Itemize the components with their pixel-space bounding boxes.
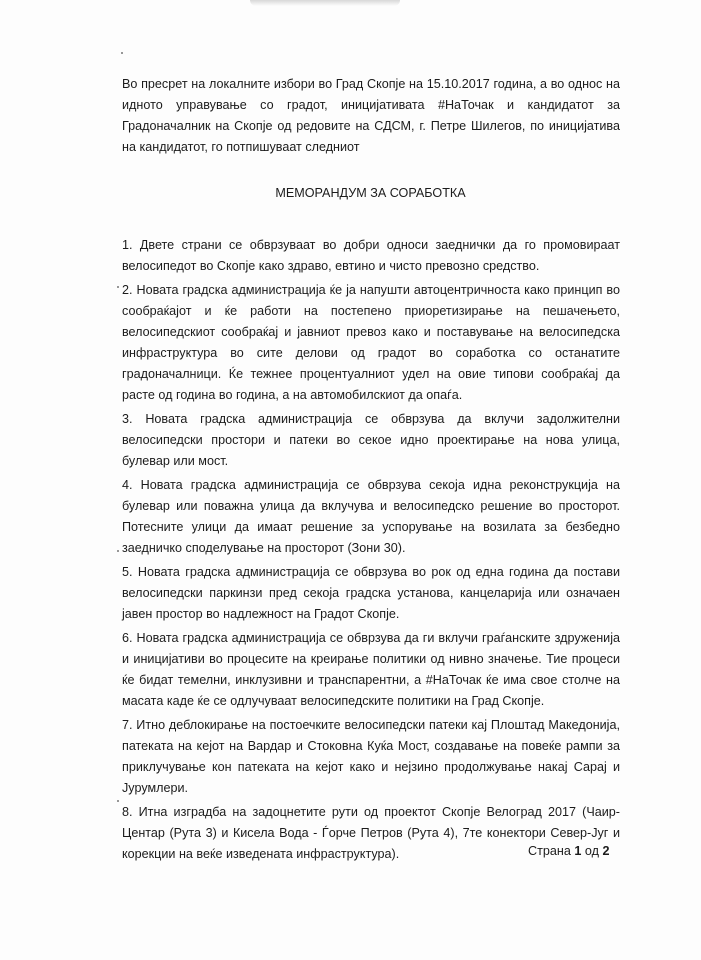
memorandum-item-1: 1. Двете страни се обврзуваат во добри односи заеднички да го промовираат велосипедот во Скопје како здраво, евтино и чисто превозно средство.	[122, 238, 620, 273]
page-label: Страна	[528, 844, 571, 858]
memorandum-item-2: 2. Новата градска администрација ќе ја напушти автоцентричноста како принцип во сообраќајот и ќе работи на постепено приоретизирање на пешачењето, велосипедскиот сообраќај и јавниот превоз како и поставување на велосипедска инфраструктура во сите делови од градот во соработка со останатите градоначалници. Ќе тежнее процентуалниот удел на овие типови сообраќај да расте од година во година, а на автомобилскиот да опаѓа.	[122, 283, 620, 402]
memorandum-item-8: 8. Итна изградба на задоцнетите рути од проектот Скопје Велоград 2017 (Чаир-Центар (Рута 3) и Кисела Вода - Ѓорче Петров (Рута 4), 7те конектори Север-Југ и корекции на веќе изведената инфраструктура).	[122, 805, 620, 861]
scan-shadow	[250, 0, 400, 6]
memorandum-item-5: 5. Новата градска администрација се обврзува во рок од една година да постави велосипедски паркинзи пред секоја градска установа, канцеларија или означаен јавен простор во надлежност на Градот Скопје.	[122, 565, 620, 621]
memorandum-items	[122, 235, 620, 868]
scan-speck	[117, 286, 119, 288]
memorandum-item-7: 7. Итно деблокирање на постоечките велосипедски патеки кај Плоштад Македонија, патеката на кејот на Вардар и Стоковна Куќа Мост, создавање на повеќе рампи за приклучување кон патеката на кејот како и нејзино продолжување накај Сарај и Јурумлери.	[122, 718, 620, 795]
page-separator: од	[584, 844, 599, 858]
page-number	[528, 844, 609, 858]
memorandum-item-6: 6. Новата градска администрација се обврзува да ги вклучи граѓанските здруженија и иницијативи во процесите на креирање политики од нивно значење. Тие процеси ќе бидат темелни, инклузивни и транспарентни, а #НаТочак ќе има свое столче на масата каде ќе се одлучуваат велосипедските политики на Град Скопје.	[122, 631, 620, 708]
memorandum-title: МЕМОРАНДУМ ЗА СОРАБОТКА	[275, 186, 466, 200]
memorandum-item-4: 4. Новата градска администрација се обврзува секоја идна реконструкција на булевар или поважна улица да вклучува и велосипедско решение во просторот. Потесните улици да имаат решение за успорување на возилата за безбедно заедничко споделување на просторот (Зони 30).	[122, 478, 620, 555]
memorandum-item-3: 3. Новата градска администрација се обврзува да вклучи задолжителни велосипедски простори и патеки во секое идно проектирање на нова улица, булевар или мост.	[122, 412, 620, 468]
current-page: 1	[574, 844, 582, 858]
scan-speck	[117, 550, 119, 552]
scan-speck	[121, 52, 123, 54]
intro-paragraph: Во пресрет на локалните избори во Град Скопје на 15.10.2017 година, а во однос на идното управување со градот, иницијативата #НаТочак и кандидатот за Градоначалник на Скопје од редовите на СДСМ, г. Петре Шилегов, по иницијатива на кандидатот, го потпишуваат следниот	[122, 77, 620, 154]
total-pages: 2	[602, 844, 610, 858]
scan-speck	[117, 800, 119, 802]
